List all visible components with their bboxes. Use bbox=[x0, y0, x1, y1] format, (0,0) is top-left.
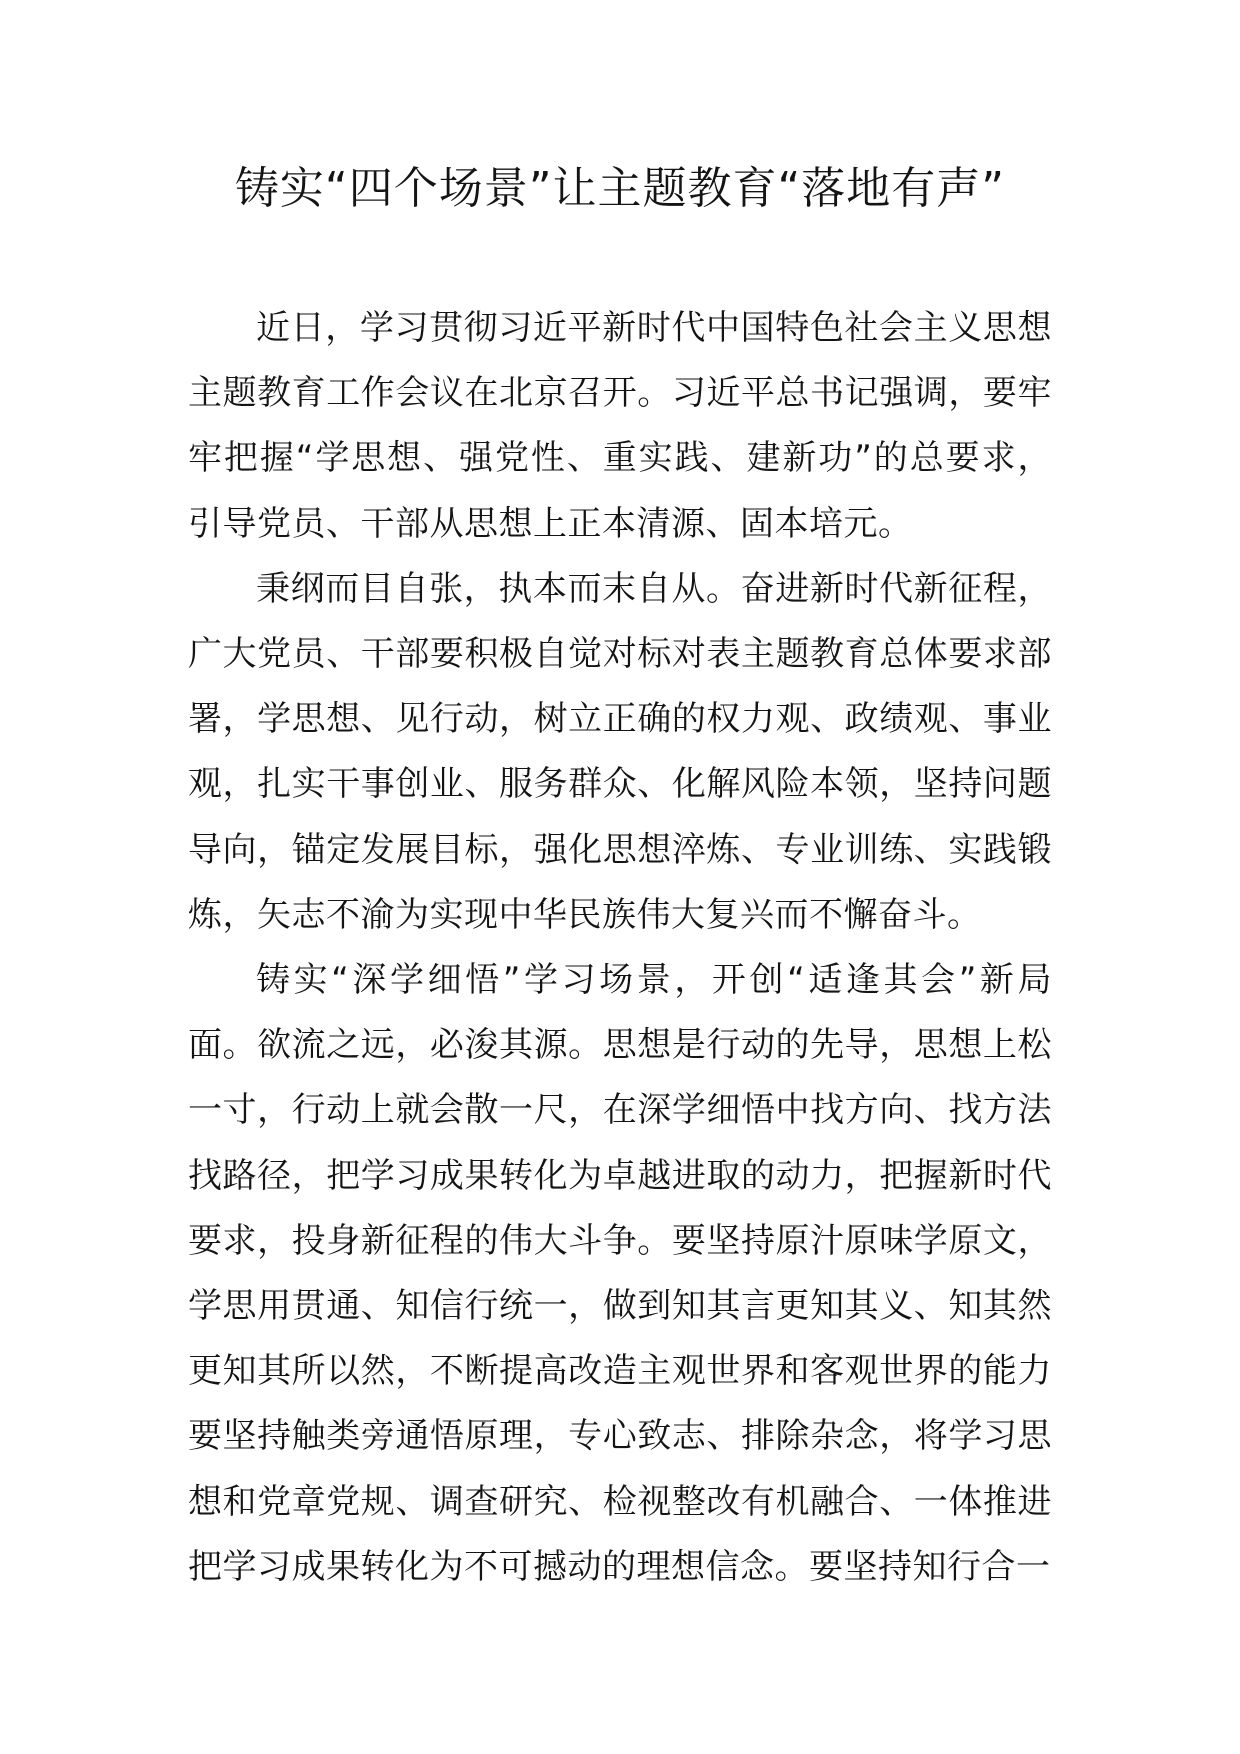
paragraph-1: 近日，学习贯彻习近平新时代中国特色社会主义思想主题教育工作会议在北京召开。习近平总书记强调，要牢牢把握“学思想、强党性、重实践、建新功”的总要求，引导党员、干部从思想上正本清源、固本培元。 bbox=[188, 308, 1052, 544]
paragraph-3: 铸实“深学细悟”学习场景，开创“适逢其会”新局面。欲流之远，必浚其源。思想是行动的先导，思想上松一寸，行动上就会散一尺，在深学细悟中找方向、找方法找路径，把学习成果转化为卓越进取的动力，把握新时代要求，投身新征程的伟大斗争。要坚持原汁原味学原文，学思用贯通、知信行统一，做到知其言更知其义、知其然更知其所以然，不断提高改造主观世界和客观世界的能力要坚持触类旁通悟原理，专心致志、排除杂念，将学习思想和党章党规、调查研究、检视整改有机融合、一体推进把学习成果转化为不可撼动的理想信念。要坚持知行合一 bbox=[188, 960, 1052, 1587]
document-body bbox=[188, 296, 1052, 1600]
document-title: 铸实“四个场景”让主题教育“落地有声” bbox=[234, 163, 1006, 214]
paragraph-2: 秉纲而目自张，执本而末自从。奋进新时代新征程，广大党员、干部要积极自觉对标对表主题教育总体要求部署，学思想、见行动，树立正确的权力观、政绩观、事业观，扎实干事创业、服务群众、化解风险本领，坚持问题导向，锚定发展目标，强化思想淬炼、专业训练、实践锻炼，矢志不渝为实现中华民族伟大复兴而不懈奋斗。 bbox=[188, 568, 1052, 935]
